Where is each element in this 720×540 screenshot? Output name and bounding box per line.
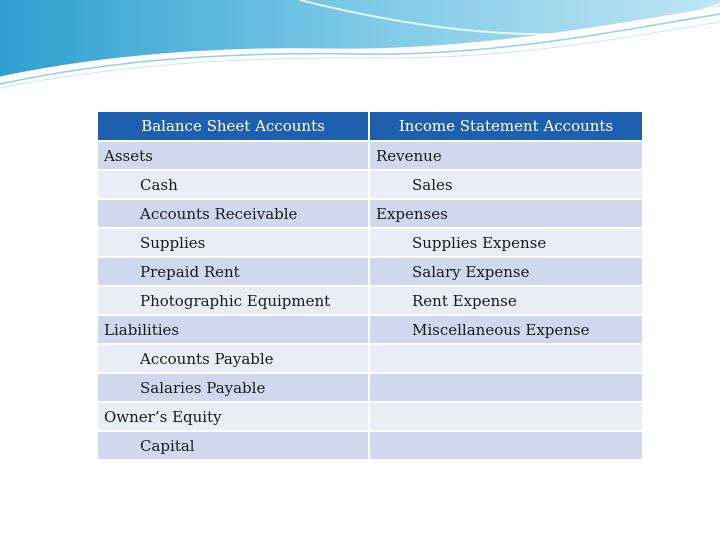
- balance-sheet-cell: Owner’s Equity: [97, 402, 369, 431]
- table-row: [97, 402, 643, 431]
- table-row: [97, 315, 643, 344]
- table-body: [97, 141, 643, 460]
- income-statement-header: Income Statement Accounts: [369, 111, 643, 141]
- table-row: [97, 228, 643, 257]
- balance-sheet-cell: Accounts Payable: [97, 344, 369, 373]
- balance-sheet-cell: Photographic Equipment: [97, 286, 369, 315]
- income-statement-cell: [369, 373, 643, 402]
- table-row: [97, 344, 643, 373]
- table-row: [97, 141, 643, 170]
- balance-sheet-cell: Accounts Receivable: [97, 199, 369, 228]
- table-row: [97, 286, 643, 315]
- balance-sheet-cell: Prepaid Rent: [97, 257, 369, 286]
- income-statement-cell: Miscellaneous Expense: [369, 315, 643, 344]
- income-statement-cell: Expenses: [369, 199, 643, 228]
- balance-sheet-cell: Supplies: [97, 228, 369, 257]
- balance-sheet-cell: Liabilities: [97, 315, 369, 344]
- income-statement-cell: Supplies Expense: [369, 228, 643, 257]
- balance-sheet-header: Balance Sheet Accounts: [97, 111, 369, 141]
- income-statement-cell: Revenue: [369, 141, 643, 170]
- table-row: [97, 199, 643, 228]
- accounts-table: [96, 110, 644, 461]
- income-statement-cell: [369, 431, 643, 460]
- table-row: [97, 373, 643, 402]
- balance-sheet-cell: Cash: [97, 170, 369, 199]
- table-row: [97, 170, 643, 199]
- income-statement-cell: [369, 344, 643, 373]
- income-statement-cell: [369, 402, 643, 431]
- decorative-swoosh: [0, 0, 720, 90]
- table-row: [97, 431, 643, 460]
- income-statement-cell: Rent Expense: [369, 286, 643, 315]
- balance-sheet-cell: Capital: [97, 431, 369, 460]
- table-row: [97, 257, 643, 286]
- balance-sheet-cell: Salaries Payable: [97, 373, 369, 402]
- income-statement-cell: Sales: [369, 170, 643, 199]
- income-statement-cell: Salary Expense: [369, 257, 643, 286]
- table-header-row: [97, 111, 643, 141]
- balance-sheet-cell: Assets: [97, 141, 369, 170]
